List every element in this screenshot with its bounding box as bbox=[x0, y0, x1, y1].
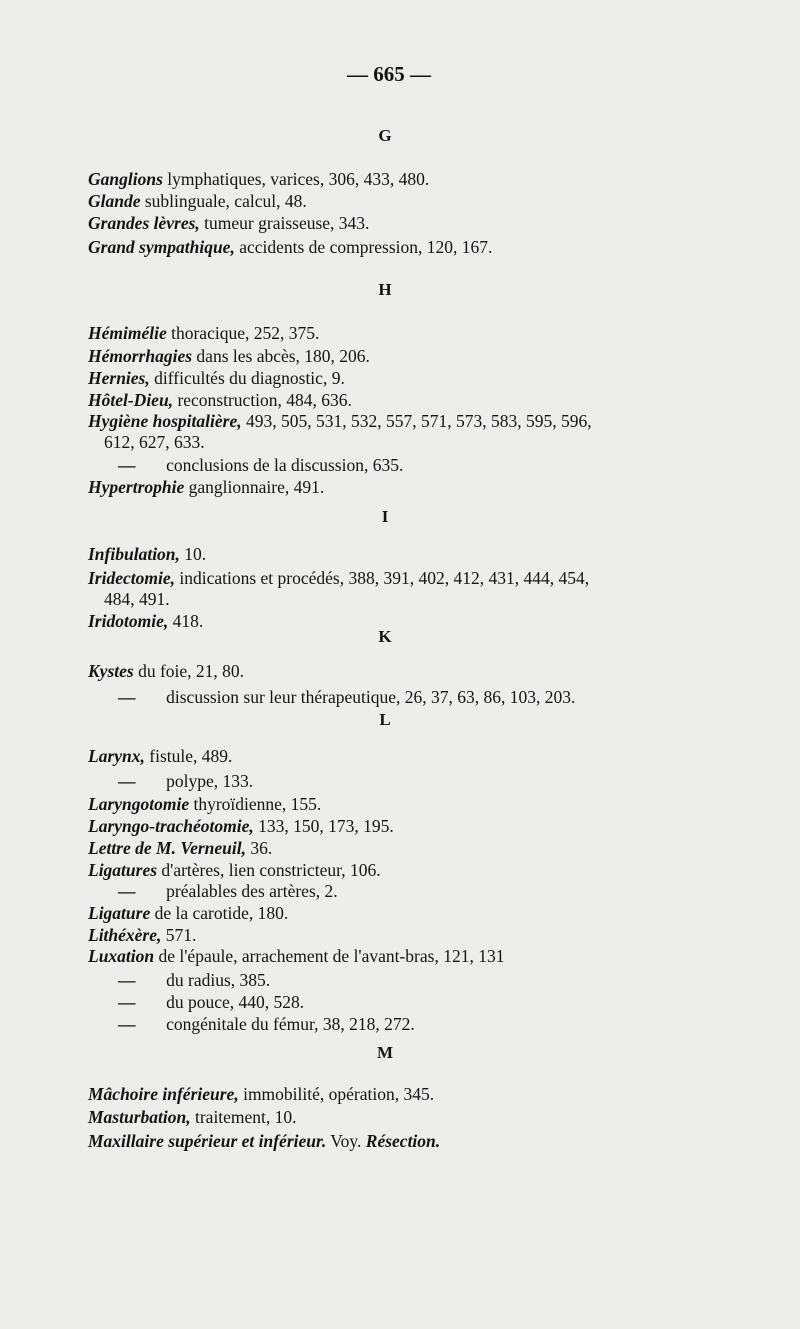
entry-heading: Glande bbox=[88, 191, 141, 211]
entry-text: traitement, 10. bbox=[190, 1107, 297, 1127]
entry-text: difficultés du diagnostic, 9. bbox=[149, 368, 345, 388]
entry-text: tumeur graisseuse, 343. bbox=[199, 213, 370, 233]
entry-text: 36. bbox=[245, 838, 273, 858]
index-entry bbox=[88, 1106, 297, 1128]
index-entry bbox=[88, 476, 324, 498]
entry-text: dans les abcès, 180, 206. bbox=[192, 346, 370, 366]
entry-text: polype, 133. bbox=[135, 771, 254, 791]
index-entry bbox=[88, 168, 429, 190]
index-entry bbox=[88, 367, 345, 389]
index-entry bbox=[88, 345, 370, 367]
entry-heading: Lettre de M. Verneuil, bbox=[88, 838, 246, 858]
entry-text: thoracique, 252, 375. bbox=[166, 323, 320, 343]
index-entry bbox=[88, 190, 307, 212]
section-letter: K bbox=[378, 627, 392, 646]
cross-reference: Résection. bbox=[365, 1131, 441, 1151]
entry-heading: Mâchoire inférieure, bbox=[88, 1084, 239, 1104]
index-entry bbox=[118, 880, 338, 902]
section-letter: G bbox=[378, 126, 392, 145]
index-entry bbox=[88, 837, 272, 859]
index-entry bbox=[88, 389, 352, 411]
entry-text: Voy. bbox=[326, 1131, 366, 1151]
entry-text: du foie, 21, 80. bbox=[133, 661, 245, 681]
ditto-dash: — bbox=[118, 771, 136, 791]
index-entry bbox=[88, 1083, 434, 1105]
index-entry bbox=[88, 793, 321, 815]
entry-heading: Hygiène hospitalière, bbox=[88, 411, 242, 431]
page-number: — 665 — bbox=[347, 62, 431, 86]
ditto-dash: — bbox=[118, 1014, 136, 1034]
entry-text: d'artères, lien constricteur, 106. bbox=[157, 860, 381, 880]
entry-heading: Hémimélie bbox=[88, 323, 167, 343]
entry-text: du pouce, 440, 528. bbox=[135, 992, 305, 1012]
index-entry bbox=[88, 322, 319, 344]
entry-heading: Kystes bbox=[88, 661, 134, 681]
index-entry bbox=[88, 945, 504, 967]
entry-heading: Infibulation, bbox=[88, 544, 180, 564]
entry-heading: Ligature bbox=[88, 903, 151, 923]
entry-text: reconstruction, 484, 636. bbox=[173, 390, 352, 410]
entry-text: préalables des artères, 2. bbox=[135, 881, 338, 901]
index-entry bbox=[118, 969, 270, 991]
index-entry bbox=[88, 1130, 440, 1152]
entry-heading: Iridotomie, bbox=[88, 611, 169, 631]
entry-text: de l'épaule, arrachement de l'avant-bras, 121, 131 bbox=[154, 946, 505, 966]
entry-text: fistule, 489. bbox=[144, 746, 233, 766]
index-entry bbox=[88, 212, 369, 234]
entry-text: 10. bbox=[179, 544, 207, 564]
entry-heading: Maxillaire supérieur et inférieur. bbox=[88, 1131, 327, 1151]
index-entry bbox=[118, 454, 403, 476]
index-entry bbox=[118, 770, 253, 792]
section-letter: L bbox=[379, 710, 391, 729]
index-entry bbox=[88, 410, 592, 432]
index-entry bbox=[88, 859, 381, 881]
entry-text: congénitale du fémur, 38, 218, 272. bbox=[135, 1014, 415, 1034]
entry-heading: Ganglions bbox=[88, 169, 163, 189]
index-entry bbox=[118, 1013, 415, 1035]
index-entry bbox=[88, 902, 288, 924]
entry-heading: Ligatures bbox=[88, 860, 158, 880]
entry-heading: Grand sympathique, bbox=[88, 237, 235, 257]
entry-heading: Hôtel-Dieu, bbox=[88, 390, 174, 410]
index-entry bbox=[88, 745, 232, 767]
index-entry bbox=[118, 686, 575, 708]
entry-heading: Luxation bbox=[88, 946, 155, 966]
section-letter: I bbox=[381, 507, 389, 526]
entry-text: discussion sur leur thérapeutique, 26, 37, 63, 86, 103, 203. bbox=[135, 687, 576, 707]
entry-text: accidents de compression, 120, 167. bbox=[234, 237, 493, 257]
ditto-dash: — bbox=[118, 687, 136, 707]
entry-heading: Masturbation, bbox=[88, 1107, 191, 1127]
entry-continuation: 612, 627, 633. bbox=[104, 432, 205, 452]
entry-heading: Laryngo-trachéotomie, bbox=[88, 816, 254, 836]
entry-text: indications et procédés, 388, 391, 402, 412, 431, 444, 454, bbox=[175, 568, 590, 588]
index-entry bbox=[88, 924, 196, 946]
ditto-dash: — bbox=[118, 992, 136, 1012]
entry-continuation: 484, 491. bbox=[104, 589, 170, 609]
entry-heading: Lithéxère, bbox=[88, 925, 162, 945]
ditto-dash: — bbox=[118, 881, 136, 901]
entry-heading: Larynx, bbox=[88, 746, 145, 766]
index-entry bbox=[88, 815, 394, 837]
entry-text: thyroïdienne, 155. bbox=[189, 794, 322, 814]
entry-text: lymphatiques, varices, 306, 433, 480. bbox=[162, 169, 430, 189]
section-letter: H bbox=[378, 280, 392, 299]
section-letter: M bbox=[376, 1043, 394, 1062]
entry-heading: Hémorrhagies bbox=[88, 346, 193, 366]
entry-text: immobilité, opération, 345. bbox=[238, 1084, 435, 1104]
index-entry bbox=[118, 991, 304, 1013]
ditto-dash: — bbox=[118, 970, 136, 990]
entry-text: sublinguale, calcul, 48. bbox=[140, 191, 307, 211]
index-entry bbox=[88, 543, 206, 565]
entry-heading: Grandes lèvres, bbox=[88, 213, 200, 233]
entry-text: 493, 505, 531, 532, 557, 571, 573, 583, 595, 596, bbox=[241, 411, 592, 431]
index-entry bbox=[88, 567, 589, 589]
entry-text: 571. bbox=[161, 925, 197, 945]
entry-heading: Laryngotomie bbox=[88, 794, 190, 814]
entry-text: conclusions de la discussion, 635. bbox=[135, 455, 404, 475]
entry-text: du radius, 385. bbox=[135, 970, 271, 990]
index-entry bbox=[88, 660, 244, 682]
entry-heading: Hypertrophie bbox=[88, 477, 185, 497]
ditto-dash: — bbox=[118, 455, 136, 475]
entry-text: ganglionnaire, 491. bbox=[184, 477, 325, 497]
entry-heading: Iridectomie, bbox=[88, 568, 175, 588]
entry-text: 133, 150, 173, 195. bbox=[253, 816, 394, 836]
entry-heading: Hernies, bbox=[88, 368, 150, 388]
index-entry bbox=[88, 236, 492, 258]
entry-text: de la carotide, 180. bbox=[150, 903, 289, 923]
entry-text: 418. bbox=[168, 611, 204, 631]
